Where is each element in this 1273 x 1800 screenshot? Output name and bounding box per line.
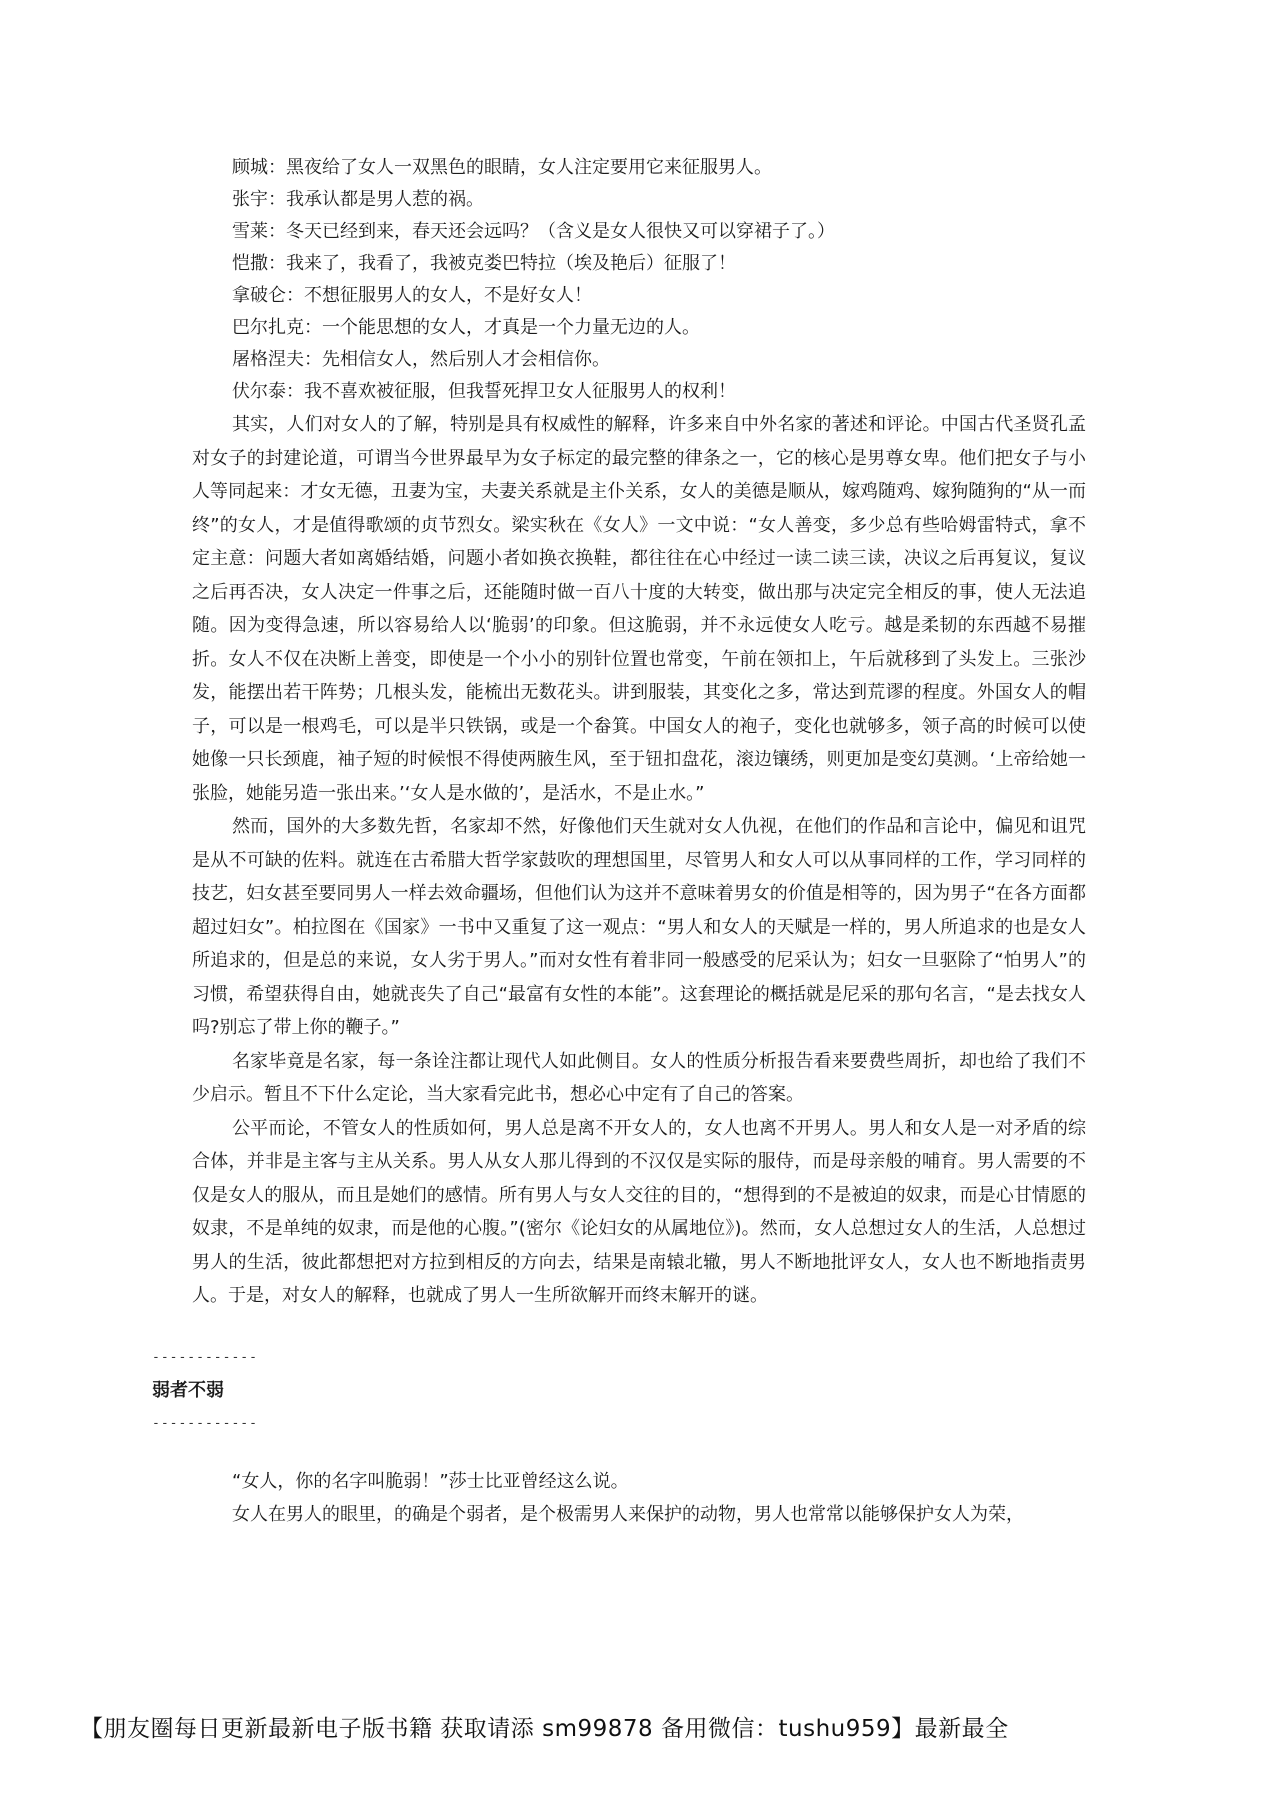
quote-line: 拿破仑：不想征服男人的女人，不是好女人！ xyxy=(232,285,592,306)
quote-line: 雪莱：冬天已经到来，春天还会远吗？（含义是女人很快又可以穿裙子了。） xyxy=(232,221,835,242)
body-paragraph: 其实，人们对女人的了解，特别是具有权威性的解释，许多来自中外名家的著述和评论。中国古代圣贤孔孟对女子的封建论道，可谓当今世界最早为女子标定的最完整的律条之一，它的核心是男尊女卑。他们把女子与小人等同起来：才女无德，丑妻为宝，夫妻关系就是主仆关系，女人的美德是顺从，嫁鸡随鸡、嫁狗随狗的“从一而终”的女人，才是值得歌颂的贞节烈女。梁实秋在《女人》一文中说：“女人善变，多少总有些哈姆雷特式，拿不定主意：问题大者如离婚结婚，问题小者如换衣换鞋，都往往在心中经过一读二读三读，决议之后再复议，复议之后再否决，女人决定一件事之后，还能随时做一百八十度的大转变，做出那与决定完全相反的事，使人无法追随。因为变得急速，所以容易给人以‘脆弱’的印象。但这脆弱，并不永远使女人吃亏。越是柔韧的东西越不易摧折。女人不仅在决断上善变，即使是一个小小的别针位置也常变，午前在领扣上，午后就移到了头发上。三张沙发，能摆出若干阵势；几根头发，能梳出无数花头。讲到服装，其变化之多，常达到荒谬的程度。外国女人的帽子，可以是一根鸡毛，可以是半只铁锅，或是一个畚箕。中国女人的袍子，变化也就够多，领子高的时候可以使她像一只长颈鹿，袖子短的时候恨不得使两腋生风，至于钮扣盘花，滚边镶绣，则更加是变幻莫测。‘上帝给她一张脸，她能另造一张出来。’‘女人是水做的’，是活水，不是止水。” xyxy=(192,414,1086,804)
quote-line: 顾城：黑夜给了女人一双黑色的眼睛，女人注定要用它来征服男人。 xyxy=(232,157,772,178)
quote-list xyxy=(192,152,1086,408)
quote-line: 巴尔扎克：一个能思想的女人，才真是一个力量无边的人。 xyxy=(232,317,700,338)
section-header xyxy=(152,1347,1086,1435)
body-paragraph: 公平而论，不管女人的性质如何，男人总是离不开女人的，女人也离不开男人。男人和女人是一对矛盾的综合体，并非是主客与主从关系。男人从女人那儿得到的不汉仅是实际的服侍，而是母亲般的哺育。男人需要的不仅是女人的服从，而且是她们的感情。所有男人与女人交往的目的，“想得到的不是被迫的奴隶，而是心甘情愿的奴隶，不是单纯的奴隶，而是他的心腹。”(密尔《论妇女的从属地位》)。然而，女人总想过女人的生活，人总想过男人的生活，彼此都想把对方拉到相反的方向去，结果是南辕北辙，男人不断地批评女人，女人也不断地指责男人。于是，对女人的解释，也就成了男人一生所欲解开而终末解开的谜。 xyxy=(192,1117,1086,1306)
section-paragraph: 女人在男人的眼里，的确是个弱者，是个极需男人来保护的动物，男人也常常以能够保护女人为荣， xyxy=(232,1504,1024,1525)
separator-top: ------------ xyxy=(152,1349,258,1365)
body-paragraph: 然而，国外的大多数先哲，名家却不然，好像他们天生就对女人仇视，在他们的作品和言论中，偏见和诅咒是从不可缺的佐料。就连在古希腊大哲学家鼓吹的理想国里，尽管男人和女人可以从事同样的工作，学习同样的技艺，妇女甚至要同男人一样去效命疆场，但他们认为这并不意味着男女的价值是相等的，因为男子“在各方面都超过妇女”。柏拉图在《国家》一书中又重复了这一观点：“男人和女人的天赋是一样的，男人所追求的也是女人所追求的，但是总的来说，女人劣于男人。”而对女性有着非同一般感受的尼采认为；妇女一旦驱除了“怕男人”的习惯，希望获得自由，她就丧失了自己“最富有女性的本能”。这套理论的概括就是尼采的那句名言，“是去找女人吗?别忘了带上你的鞭子。” xyxy=(192,816,1086,1038)
quote-line: 屠格涅夫：先相信女人，然后别人才会相信你。 xyxy=(232,349,610,370)
section-paragraph: “女人，你的名字叫脆弱！”莎士比亚曾经这么说。 xyxy=(232,1470,629,1492)
document-body xyxy=(152,152,1086,1532)
body-paragraph: 名家毕竟是名家，每一条诠注都让现代人如此侧目。女人的性质分析报告看来要费些周折，却也给了我们不少启示。暂且不下什么定论，当大家看完此书，想必心中定有了自己的答案。 xyxy=(192,1050,1086,1105)
separator-bottom: ------------ xyxy=(152,1415,258,1431)
section-title: 弱者不弱 xyxy=(152,1379,224,1401)
spacer xyxy=(192,1313,1086,1347)
quote-line: 张宇：我承认都是男人惹的祸。 xyxy=(232,189,484,210)
footer-banner: 【朋友圈每日更新最新电子版书籍 获取请添 sm99878 备用微信：tushu959】最新最全 xyxy=(80,1716,1009,1742)
quote-line: 伏尔泰：我不喜欢被征服，但我誓死捍卫女人征服男人的权利！ xyxy=(232,381,736,402)
quote-line: 恺撒：我来了，我看了，我被克娄巴特拉（埃及艳后）征服了！ xyxy=(232,253,736,274)
spacer xyxy=(192,1435,1086,1465)
